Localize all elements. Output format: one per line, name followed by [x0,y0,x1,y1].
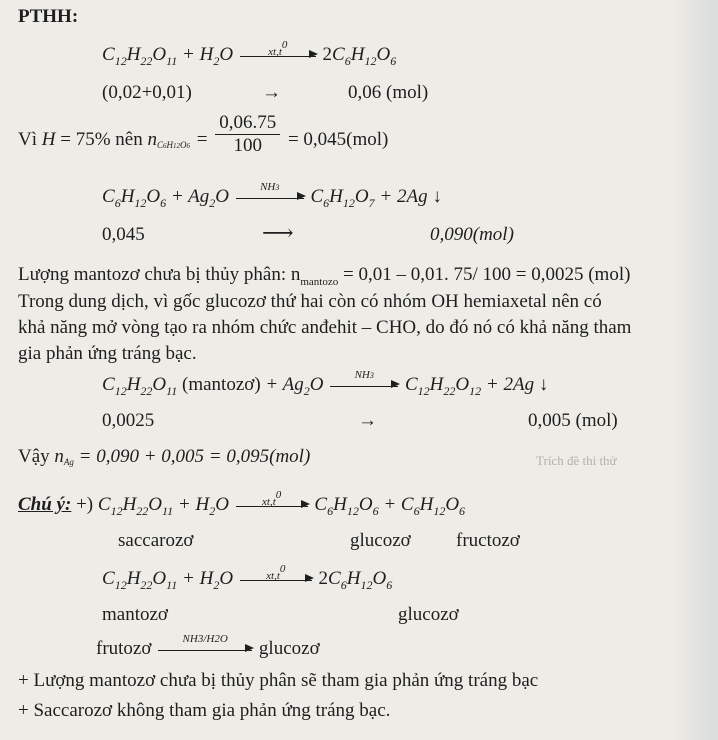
label-saccarozo: saccarozơ [118,530,194,551]
reaction-1-moles-right: 0,06 (mol) [348,82,429,103]
watermark-text: Trích đề thi thử [536,453,617,468]
reaction-2: $C_6H_{12}O_6 + Ag_2O$ NH3 $C_6H_{12}O_7 + 2Ag$ ↓ [102,181,442,210]
yield-denominator: 100 [233,135,262,156]
paragraph-line-3: khả năng mở vòng tạo ra nhóm chức anđehit – CHO, do đó nó có khả năng tham [18,317,632,338]
reaction-3: $C_{12}H_{22}O_{11}$ (mantozơ) + $Ag_2O$ NH3 $C_{12}H_{22}O_{12} + 2Ag$ ↓ [102,369,549,398]
note-reaction-1: Chú ý: +) $C_{12}H_{22}O_{11} + H_2O$ xt,t0 $C_6H_{12}O_6 + C_6H_{12}O_6$ [18,489,466,518]
note-bullet-1: + Lượng mantozơ chưa bị thủy phân sẽ tham gia phản ứng tráng bạc [18,670,539,691]
yield-fraction [215,112,280,157]
label-glucozo: glucozơ [350,530,411,551]
note-reaction-2: $C_{12}H_{22}O_{11} + H_2O$ xt,t0 $2C_6H_{12}O_6$ [102,563,393,592]
reaction-3-arrow: NH3 [330,384,398,387]
reaction-1-moles-arrow: → [262,82,281,103]
yield-result: = 0,045(mol) [287,128,389,150]
reaction-3-mantozo-label: (mantozơ) [182,374,261,395]
reaction-1-moles-left: (0,02+0,01) [102,82,192,103]
reaction-3-moles-right: 0,005 (mol) [528,410,618,431]
paragraph-line-2: Trong dung dịch, vì gốc glucozơ thứ hai còn có nhóm OH hemiaxetal nên có [18,291,602,312]
reaction-2-arrow: NH3 [236,196,304,199]
reaction-3-moles-arrow: → [358,410,377,431]
reaction-1-arrow: xt,t0 [240,54,316,57]
paragraph-line-1: Lượng mantozơ chưa bị thủy phân: $n_{mantozo} = 0,01 - 0,01$. 75/ 100 = 0,0025 (mol) [18,264,631,288]
total-line: Vậy nAg = 0,090 + 0,005 = 0,095(mol) [18,446,311,467]
heading: PTHH: [18,6,79,27]
reaction-2-moles-arrow: ⟶ [262,220,294,245]
note-reaction-3: frutozơ NH3/H2O glucozơ [96,633,320,659]
yield-numerator: 0,06.75 [215,112,280,135]
reaction-2-moles-right: 0,090(mol) [430,224,514,245]
reaction-1: $C_{12}H_{22}O_{11} + H_2O$ xt,t0 $2C_6H_{12}O_6$ [102,39,397,68]
label-fructozo: fructozơ [456,530,520,551]
reaction-3-moles-left: 0,0025 [102,410,155,431]
note-reaction-3-arrow: NH3/H2O [158,648,252,651]
yield-line: Vì H = 75% nên nC6H12O6 = $\frac{0,06.75}{100}$ = 0,045(mol) [18,112,389,156]
note-reaction-1-arrow: xt,t0 [236,504,308,507]
page-edge-shading [672,0,718,740]
label-mantozo: mantozơ [102,604,168,625]
note-title: Chú ý: [18,494,72,515]
label-glucozo-2: glucozơ [398,604,459,625]
reaction-2-moles-left: 0,045 [102,224,145,245]
note-reaction-2-arrow: xt,t0 [240,578,312,581]
paragraph-line-4: gia phản ứng tráng bạc. [18,343,197,364]
note-bullet-2: + Saccarozơ không tham gia phản ứng tráng bạc. [18,700,391,721]
